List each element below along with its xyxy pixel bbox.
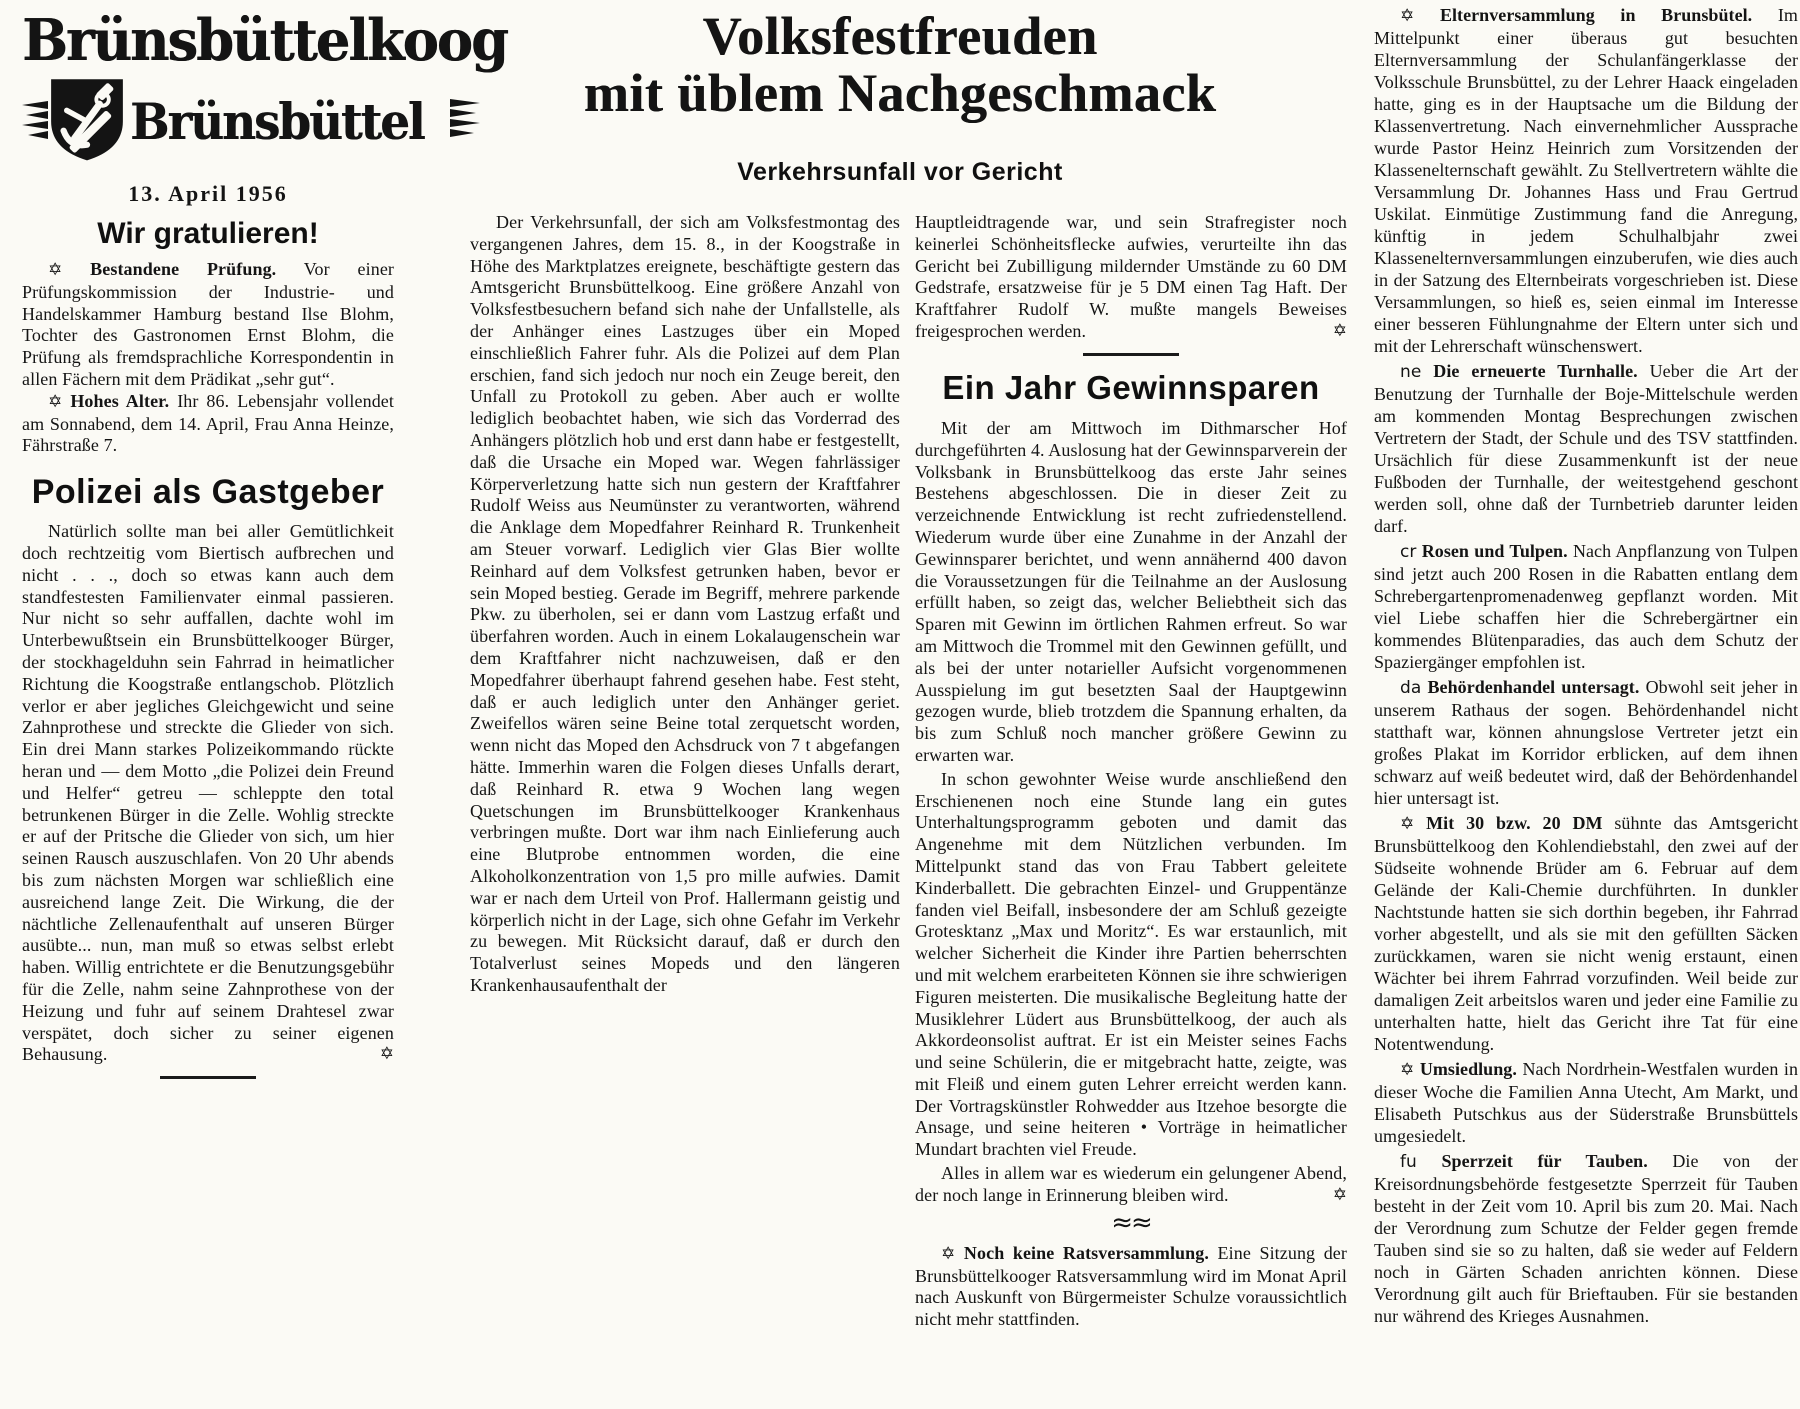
news-item-elternversammlung [1374, 4, 1798, 357]
news-item-text: Eine Sitzung der Brunsbüttelkooger Ratsversammlung wird im Monat April nach Auskunft von Bürgermeister Schulze voraussichtlich nicht mehr stattfinden. [915, 1242, 1347, 1330]
star-icon: ✡ [941, 1243, 956, 1264]
news-item-ratsversammlung [915, 1243, 1347, 1331]
star-icon: ✡ [48, 260, 63, 280]
news-item-lead: Umsiedlung. [1419, 1059, 1517, 1079]
news-item-pruefung [22, 259, 394, 391]
news-item-text: Nach Anpflanzung von Tulpen sind jetzt auch 200 Rosen in die Rabatten entlang dem Schrebergartenpromenadenweg gepflanzt worden. Mit viel Liebe schaffen hier die Schrebergärtner ein kommendes Blütenparadies, das auch dem Schutz der Spaziergänger empfohlen ist. [1374, 541, 1798, 672]
masthead-title-line1: Brünsbüttelkoog [22, 7, 507, 74]
news-item-text: Ihr 86. Lebensjahr vollendet am Sonnabend, dem 14. April, Frau Anna Heinze, Fährstraße 7. [22, 390, 394, 456]
news-item-kohlendiebstahl [1374, 812, 1798, 1055]
typesetter-mark: ne [1400, 362, 1422, 382]
article-body-verkehrsunfall-col1: Der Verkehrsunfall, der sich am Volksfestmontag des vergangenen Jahres, dem 15. 8., in der Koogstraße in Höhe des Marktplatzes ereignete, beschäftigte gestern das Amtsgericht Brunsbüttelkoog. Eine größere Anzahl von Volksfestbesuchern befand sich nahe der Unfallstelle, als der Anhänger eines Lastzuges über ein Moped einschließlich Fahrer fuhr. Als die Polizei auf dem Plan erschien, fand sich jedoch nur noch ein Zeuge bereit, den Unfall zu Protokoll zu geben. Aber auch er wollte lediglich beobachtet haben, wie sich das Vorderrad des Anhängers plötzlich hob und erst dann habe er festgestellt, daß die Ursache ein Moped war. Wegen fahrlässiger Körperverletzung hatte sich nun gestern der Kraftfahrer Rudolf Weiss aus Neumünster zu verantworten, während die Anklage dem Mopedfahrer Reinhard R. Trunkenheit am Steuer vorwarf. Lediglich vier Glas Bier wollte Reinhard auf dem Volksfest getrunken haben, bevor er sein Moped bestieg. Gerade im Begriff, mehrere parkende Pkw. zu überholen, sei er dann vom Lastzug erfaßt und überfahren worden. Auch in einem Lokalaugenschein war dem Kraftfahrer nicht nachzuweisen, daß er den Mopedfahrer überhaupt fahrend gesehen habe. Fest steht, daß er auch lediglich unter den Anhänger geriet. Zweifellos wären seine Beine total zerquetscht worden, wenn nicht das Moped den Achsdruck von 7 t abgefangen hätte. Immerhin waren die Folgen dieses Unfalls derart, daß Reinhard R. etwa 9 Wochen lang wegen Quetschungen im Brunsbüttelkooger Krankenhaus verbringen mußte. Dort war ihm nach Einlieferung auch eine Blutprobe entnommen worden, die eine Alkoholkonzentration von 1,5 pro mille aufwies. Damit war er nach dem Urteil von Prof. Hallermann geistig und körperlich nicht in der Lage, sich ohne Gefahr im Verkehr zu bewegen. Mit Rücksicht darauf, daß er durch den Totalverlust seines Mopeds und den längeren Krankenhausaufenthalt der [470, 212, 900, 995]
gewinnsparen-paragraph-3: Alles in allem war es wiederum ein gelungener Abend, der noch lange in Erinnerung bleiben wird. [915, 1163, 1347, 1205]
news-item-lead: Noch keine Ratsversammlung. [963, 1242, 1209, 1263]
news-item-text: Ueber die Art der Benutzung der Turnhalle der Boje-Mittelschule werden am kommenden Montag Besprechungen zwischen Vertretern der Stadt, der Schule und des TSV stattfinden. Ursächlich für diese Zusammenkunft ist der neue Fußboden der Turnhalle, der weitestgehend geschont werden soll, ohne daß der Turnbetrieb darunter leiden darf. [1374, 361, 1798, 536]
gewinnsparen-paragraph-2: In schon gewohnter Weise wurde anschließend den Erschienenen noch eine Stunde lang ein gutes Unterhaltungsprogramm geboten und damit das Angenehme mit dem Nützlichen verbunden. Im Mittelpunkt stand das von Frau Tabbert geleitete Kinderballett. Die gebrachten Einzel- und Gruppentänze fanden viel Beifall, insbesondere der am Schluß gezeigte Grotesktanz „Max und Moritz“. Es war erstaunlich, mit welcher Sicherheit die Kinder ihre Partien beherrschten und mit welchem erarbeiteten Können sie ihre schwierigen Figuren meisterten. Die musikalische Begleitung hatte der Musiklehrer Lüdert aus Brunsbüttelkoog, der auch als Akkordeonsolist auftrat. Er ist ein Meister seines Fachs und seine Schülerin, die er mitgebracht hatte, zeigte, was mit Fleiß und einem guten Lehrer erreicht werden kann. Der Vortragskünstler Rohwedder aus Itzehoe besorgte die Ansage, und seine heiteren • Vorträge in heimatlicher Mundart brachten viel Freude. [915, 768, 1347, 1160]
star-icon: ✡ [1400, 6, 1415, 26]
coat-of-arms-icon [48, 76, 126, 167]
section-divider [1083, 353, 1179, 356]
typesetter-mark: da [1400, 678, 1422, 698]
typesetter-mark: cr [1400, 542, 1417, 562]
left-column [22, 7, 507, 1079]
article-end-star-icon: ✡ [1332, 1184, 1347, 1205]
flourish-left-icon [22, 97, 48, 146]
news-item-lead: Die erneuerte Turnhalle. [1433, 361, 1638, 381]
main-headline [430, 8, 1370, 122]
news-item-lead: Sperrzeit für Tauben. [1441, 1151, 1648, 1171]
news-item-text: sühnte das Amtsgericht Brunsbüttelkoog den Kohlendiebstahl, den zwei auf der Südseite wohnende Brüder am 6. Februar auf dem Gelände der Kali-Chemie durchführten. In dunkler Nachtstunde hatten sie sich dorthin begeben, ihr Fahrrad vorher abgestellt, und als sie mit den gefüllten Säcken zurückkamen, waren sie nicht wenig erstaunt, einen Wächter bei ihrem Fahrrad vorzufinden. Weil beide zur damaligen Zeit arbeitslos waren und jeder eine Familie zu unterhalten hatte, hielt das Gericht ihre Tat für eine Notentwendung. [1374, 813, 1798, 1054]
masthead-title-line2: Brünsbüttel [130, 91, 424, 151]
news-item-rosen-tulpen [1374, 540, 1798, 673]
center-column-2 [915, 212, 1347, 1331]
news-item-lead: Elternversammlung in Brunsbütel. [1439, 5, 1753, 25]
news-item-text: Im Mittelpunkt einer überaus gut besuchten Elternversammlung der Schulanfängerklasse der Volksschule Brunsbüttel, zu der Lehrer Haack eingeladen hatte, ging es in der Hauptsache um die Bildung der Klassenvertretung. Nach einvernehmlicher Aussprache wurde Pastor Heinz Heinrich zum Vorsitzenden der Klassenelternschaft gewählt. Zu Stellvertretern wählte die Versammlung Dr. Johannes Hass und Frau Gertrud Uskilat. Einmütige Zustimmung fand die Anregung, künftig in jedem Schulhalbjahr zwei Klassenelternversammlungen einzuberufen, wie dies auch in der Satzung des Elternbeirats vorgeschrieben ist. Diese Versammlungen, so hieß es, seien einmal im Interesse einer besseren Fühlungnahme der Eltern unter sich und mit der Lehrerschaft wünschenswert. [1374, 5, 1798, 356]
squiggle-divider: ≈≈ [1111, 1207, 1151, 1238]
article-title-gewinnsparen: Ein Jahr Gewinnsparen [942, 368, 1320, 406]
section-title-gratulieren: Wir gratulieren! [97, 217, 319, 250]
news-item-text: Obwohl seit jeher in unserem Rathaus der sogen. Behördenhandel nicht statthaft war, können ahnungslose Vertreter jetzt ein großes Plakat im Korridor erblicken, auf dem ihnen schwarz auf weiß bedeutet wird, daß der Behördenhandel hier untersagt ist. [1374, 677, 1798, 808]
article-body-verkehrsunfall-col2: Hauptleidtragende war, und sein Strafregister noch keinerlei Schönheitsflecke aufwies, verurteilte ihn das Gericht bei Zubilligung mildernder Umstände zu 60 DM Gedstrafe, ersatzweise für je 5 DM einen Tag Haft. Der Kraftfahrer Rudolf W. mußte mangels Beweises freigesprochen werden. [915, 212, 1347, 341]
news-item-lead: Hohes Alter. [70, 390, 170, 411]
main-headline-line1: Volksfestfreuden [702, 6, 1098, 66]
center-block [430, 0, 1370, 1409]
article-end-star-icon: ✡ [1332, 320, 1347, 341]
gewinnsparen-paragraph-1: Mit der am Mittwoch im Dithmarscher Hof durchgeführten 4. Auslosung hat der Gewinnsparverein der Volksbank in Brunsbüttelkoog das erste Jahr seines Bestehens abgeschlossen. Die in dieser Zeit zu verzeichnende Entwicklung ist recht zufriedenstellend. Wiederum wurde über eine Zunahme in der Anzahl der Gewinnsparer berichtet, und wenn annähernd 400 davon die Voraussetzungen für die Teilnahme an der Auslosung erfüllt haben, so zeigt das, welcher Beliebtheit sich das Sparen mit Gewinn im örtlichen Rahmen erfreut. So war am Mittwoch die Trommel mit den Gewinnen gefüllt, und als bei der unter notarieller Aufsicht vorgenommenen Ausspielung im gut besetzten Saal der Hauptgewinn gezogen wurde, blieb trotzdem die Spannung erhalten, da bis zum Schluß noch mancher größere Gewinn zu erwarten war. [915, 417, 1347, 765]
news-item-lead: Bestandene Prüfung. [90, 259, 277, 279]
news-item-text: Nach Nordrhein-Westfalen wurden in dieser Woche die Familien Anna Utecht, Am Markt, und Elisabeth Putschkus aus der Süderstraße Brunsbüttels umgesiedelt. [1374, 1059, 1798, 1146]
sub-headline: Verkehrsunfall vor Gericht [737, 158, 1063, 187]
news-item-behoerdenhandel [1374, 676, 1798, 809]
section-divider [160, 1076, 256, 1079]
star-icon: ✡ [48, 391, 63, 412]
main-headline-line2: mit üblem Nachgeschmack [583, 63, 1217, 123]
news-item-text: Die von der Kreisordnungsbehörde festgesetzte Sperrzeit für Tauben besteht in der Zeit vom 10. April bis zum 20. Mai. Nach der Verordnung zum Schutze der Felder gegen fremde Tauben sind sie so zu halten, daß sie weder auf Feldern noch in Gärten Schaden anrichten können. Diese Verordnung gilt auch für Brieftauben. Für sie bestanden nur während des Krieges Ausnahmen. [1374, 1151, 1798, 1326]
news-item-sperrzeit-tauben [1374, 1150, 1798, 1327]
news-item-lead: Mit 30 bzw. 20 DM [1426, 813, 1603, 833]
article-title-polizei: Polizei als Gastgeber [31, 473, 385, 512]
masthead [22, 7, 507, 207]
news-item-umsiedlung [1374, 1058, 1798, 1147]
center-column-1 [470, 212, 900, 997]
news-item-lead: Rosen und Tulpen. [1421, 541, 1568, 561]
star-icon: ✡ [1400, 1060, 1415, 1080]
news-item-turnhalle [1374, 360, 1798, 537]
issue-date: 13. April 1956 [128, 181, 288, 206]
star-icon: ✡ [1400, 814, 1415, 834]
article-end-star-icon: ✡ [379, 1044, 394, 1065]
news-item-text: Vor einer Prüfungskommission der Industrie- und Handelskammer Hamburg bestand Ilse Blohm, Tochter des Gastronomen Ernst Blohm, die Prüfung als fremdsprachliche Korrespondentin in allen Fächern mit dem Prädikat „sehr gut“. [22, 259, 395, 389]
news-item-lead: Behördenhandel untersagt. [1427, 677, 1640, 697]
right-column [1374, 4, 1798, 1330]
news-item-hohes-alter [22, 391, 394, 457]
typesetter-mark: fu [1400, 1152, 1417, 1172]
article-body-polizei: Natürlich sollte man bei aller Gemütlichkeit doch rechtzeitig vom Biertisch aufbrechen und nicht . . ., doch so etwas kann auch dem standfestesten Familienvater einmal passieren. Nur nicht so sehr auffallen, dachte wohl im Unterbewußtsein ein Brunsbüttelkooger Bürger, der stockhagelduhn sein Fahrrad in heimatlicher Richtung die Koogstraße entlangschob. Plötzlich verlor er aber jegliches Gleichgewicht und seine Zahnprothese und streckte die Glieder von sich. Ein drei Mann starkes Polizeikommando rückte heran und — dem Motto „die Polizei dein Freund und Helfer“ getreu — schleppte den total betrunkenen Bürger in die Zelle. Wohlig streckte er auf der Pritsche die Glieder von sich, um hier seinen Rausch auszuschlafen. Von 20 Uhr abends bis zum nächsten Morgen war schließlich eine ausreichend lange Zeit. Die Wirkung, die der nächtliche Zellenaufenthalt auf unseren Bürger ausübte... nun, man muß so etwas selbst erlebt haben. Willig entrichtete er die Benutzungsgebühr für die Zelle, nahm seine Zahnprothese von der Heizung und fuhr auf seinem Drahtesel zwar verspätet, doch sicher zu seiner eigenen Behausung. [22, 521, 394, 1065]
